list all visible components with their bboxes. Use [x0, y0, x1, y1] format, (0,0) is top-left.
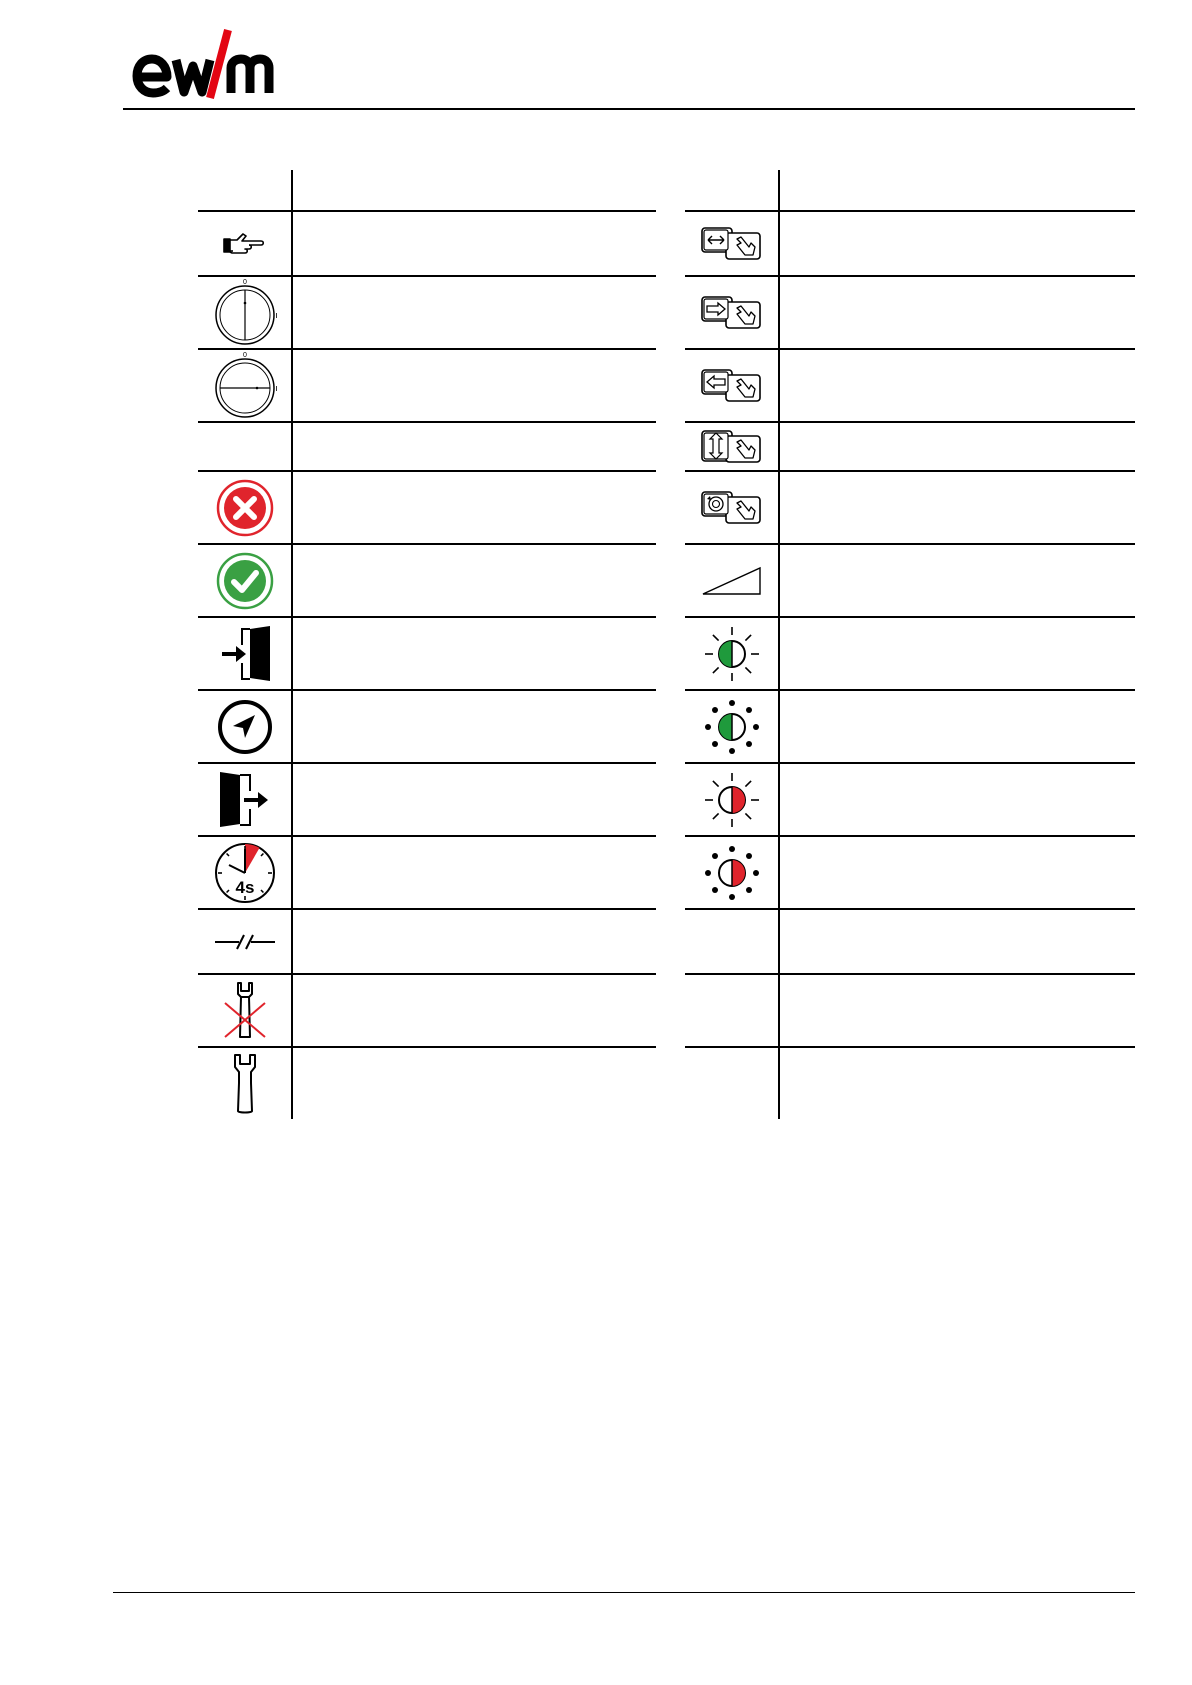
svg-text:0: 0: [242, 351, 247, 359]
row-description: [788, 212, 1129, 275]
table-row: [198, 348, 656, 421]
row-description: [788, 618, 1129, 689]
led-green-flashing-icon: [704, 699, 760, 755]
press-and-up-down-icon: [701, 430, 763, 464]
row-description: [301, 350, 650, 421]
press-and-swap-icon: [701, 227, 763, 261]
table-row: [198, 210, 656, 275]
table-row: [685, 1046, 1135, 1119]
row-description: [301, 910, 650, 973]
table-row: [685, 835, 1135, 908]
symbol-header: [198, 170, 293, 210]
row-description: [301, 837, 650, 908]
table-row: [198, 973, 656, 1046]
adjust-value-icon: [702, 566, 762, 596]
table-row: [198, 1046, 656, 1119]
press-and-left-icon: [701, 369, 763, 403]
row-description: [301, 212, 650, 275]
row-description: [788, 837, 1129, 908]
table-row: [685, 421, 1135, 470]
time-4s-icon: [213, 841, 277, 905]
row-description: [788, 764, 1129, 835]
table-row: [198, 421, 656, 470]
no-tool-icon: [221, 981, 269, 1041]
interruption-icon: [215, 934, 275, 950]
row-description: [301, 618, 650, 689]
svg-text:4s: 4s: [235, 877, 254, 897]
row-description: [788, 545, 1129, 616]
navigate-icon: [217, 699, 273, 755]
table-header: [198, 170, 656, 210]
table-row: [685, 908, 1135, 973]
row-description: [788, 691, 1129, 762]
table-row: [685, 543, 1135, 616]
row-description: [788, 1048, 1129, 1119]
description-header: [788, 170, 1129, 210]
led-green-on-icon: [704, 626, 760, 682]
row-description: [788, 910, 1129, 973]
table-header: [685, 170, 1135, 210]
row-description: [788, 975, 1129, 1046]
row-description: [788, 350, 1129, 421]
description-header: [301, 170, 650, 210]
table-row: [685, 973, 1135, 1046]
table-row: [198, 543, 656, 616]
table-row: [685, 210, 1135, 275]
confirm-icon: [216, 552, 274, 610]
table-row: [685, 470, 1135, 543]
row-description: [788, 423, 1129, 470]
row-description: [301, 691, 650, 762]
table-row: [685, 762, 1135, 835]
cancel-icon: [216, 479, 274, 537]
row-description: [301, 975, 650, 1046]
table-row: [198, 275, 656, 348]
switch-on-icon: [212, 280, 278, 346]
press-and-right-icon: [701, 296, 763, 330]
menu-enter-icon: [218, 625, 272, 683]
menu-exit-icon: [218, 771, 272, 829]
row-description: [301, 472, 650, 543]
table-row: [685, 616, 1135, 689]
pointing-hand-icon: [223, 232, 267, 256]
table-row: [685, 689, 1135, 762]
table-row: [198, 835, 656, 908]
table-row: [198, 616, 656, 689]
row-description: [788, 472, 1129, 543]
led-red-on-icon: [704, 772, 760, 828]
symbol-header: [685, 170, 780, 210]
svg-text:0: 0: [242, 278, 247, 286]
row-description: [301, 423, 650, 470]
table-row: [198, 689, 656, 762]
row-description: [301, 1048, 650, 1119]
led-red-flashing-icon: [704, 845, 760, 901]
header-rule: [123, 108, 1135, 110]
footer-rule: [113, 1592, 1135, 1593]
tool-icon: [230, 1053, 260, 1115]
table-row: [198, 908, 656, 973]
table-row: [685, 275, 1135, 348]
table-row: [198, 470, 656, 543]
press-and-rotate-icon: [701, 491, 763, 525]
switch-off-icon: [212, 353, 278, 419]
row-description: [301, 277, 650, 348]
table-row: [198, 762, 656, 835]
row-description: [788, 277, 1129, 348]
table-row: [685, 348, 1135, 421]
ewm-logo: [132, 28, 290, 100]
row-description: [301, 545, 650, 616]
row-description: [301, 764, 650, 835]
